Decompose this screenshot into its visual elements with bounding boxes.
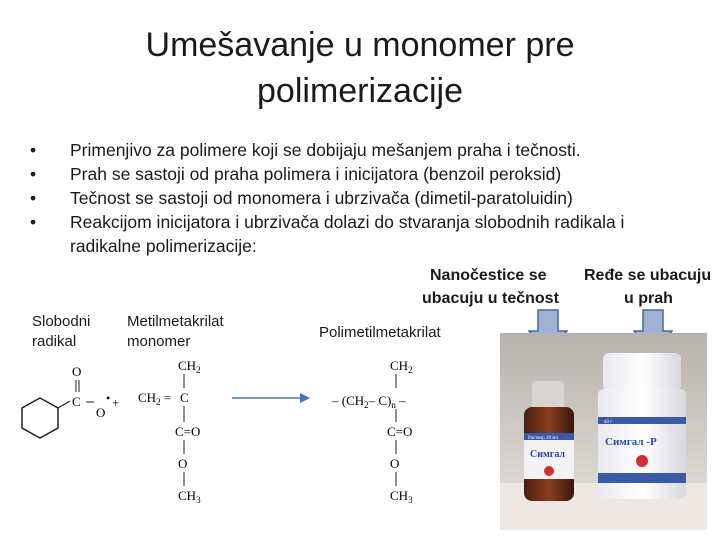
chem-carbon: C <box>72 394 81 409</box>
bullet-icon: • <box>30 164 37 184</box>
label-nanocestice <box>430 266 547 286</box>
label-rede <box>584 266 711 286</box>
chem-poly-co: C=O <box>387 424 413 439</box>
label-nano-line-1: Nanočestice se <box>430 267 547 284</box>
chem-radical-dot: • <box>106 391 111 405</box>
bullet-item <box>30 186 710 210</box>
svg-text:+: + <box>112 395 120 410</box>
label-polimetilmetakrilat: Polimetilmetakrilat <box>319 324 441 341</box>
chem-ch2-top: $CH_2$ <box>178 358 201 375</box>
bottle-label-text: Симгал <box>530 449 566 460</box>
slide-title <box>60 22 660 114</box>
title-line-1: Umešavanje u monomer pre <box>145 26 575 64</box>
chem-ch3: $CH_3$ <box>178 488 201 505</box>
bottle-cap-icon <box>532 381 564 409</box>
label-metil-line-2: monomer <box>127 333 191 350</box>
label-metilmetakrilat <box>127 312 224 352</box>
bullet-list <box>30 138 710 258</box>
benzene-ring-icon <box>22 398 58 438</box>
label-metil-line-1: Metilmetakrilat <box>127 313 224 330</box>
label-nano-line-2: ubacuju u tečnost <box>422 290 559 307</box>
chem-c-mid: C <box>180 390 189 405</box>
bullet-text: Prah se sastoji od praha polimera i inicijatora (benzoil peroksid) <box>70 164 562 184</box>
bullet-text: Primenjivo za polimere koji se dobijaju mešanjem praha i tečnosti. <box>70 140 581 160</box>
bullet-item <box>30 162 710 186</box>
chem-poly-ch2-top: $CH_2$ <box>390 358 413 375</box>
label-rede-2 <box>624 289 673 309</box>
label-slobodni-line-2: radikal <box>32 333 77 350</box>
product-photo <box>500 333 707 530</box>
bullet-text: Reakcijom inicijatora i ubrzivača dolazi do stvaranja slobodnih radikala i radikalne polimerizacije: <box>70 212 625 256</box>
jar-label-text: Симгал -Р <box>605 436 657 448</box>
label-rede-line-1: Ređe se ubacuju <box>584 267 712 284</box>
title-line-2: polimerizacije <box>257 72 463 110</box>
label-nanocestice-2 <box>422 289 559 309</box>
bullet-item <box>30 138 710 162</box>
bottle-top-text: Раствор 20 мл <box>528 436 558 441</box>
reaction-arrow-icon <box>300 393 310 403</box>
bullet-icon: • <box>30 212 37 232</box>
chem-poly-ch3: $CH_3$ <box>390 488 413 505</box>
bullet-icon: • <box>30 140 37 160</box>
reaction-scheme <box>0 350 500 510</box>
label-rede-line-2: u prah <box>624 290 673 307</box>
label-slobodni-radikal <box>32 312 90 352</box>
bullet-item <box>30 210 630 258</box>
jar-top-text: 40 г <box>604 420 613 425</box>
jar-cap-icon <box>603 353 681 391</box>
bullet-text: Tečnost se sastoji od monomera i ubrzivača (dimetil-paratoluidin) <box>70 188 573 208</box>
chem-oxygen: O <box>72 364 82 379</box>
label-slobodni-line-1: Slobodni <box>32 313 91 330</box>
chem-ch2-eq: $CH_2$ = <box>138 390 172 407</box>
chem-poly-o: O <box>390 456 400 471</box>
chem-co-group: C=O <box>175 424 201 439</box>
bullet-icon: • <box>30 188 37 208</box>
chem-o-ester: O <box>178 456 188 471</box>
chem-oxygen-radical: O <box>96 405 106 420</box>
chem-poly-unit: – ($CH_2-$ $C)_n$ – <box>332 393 406 410</box>
